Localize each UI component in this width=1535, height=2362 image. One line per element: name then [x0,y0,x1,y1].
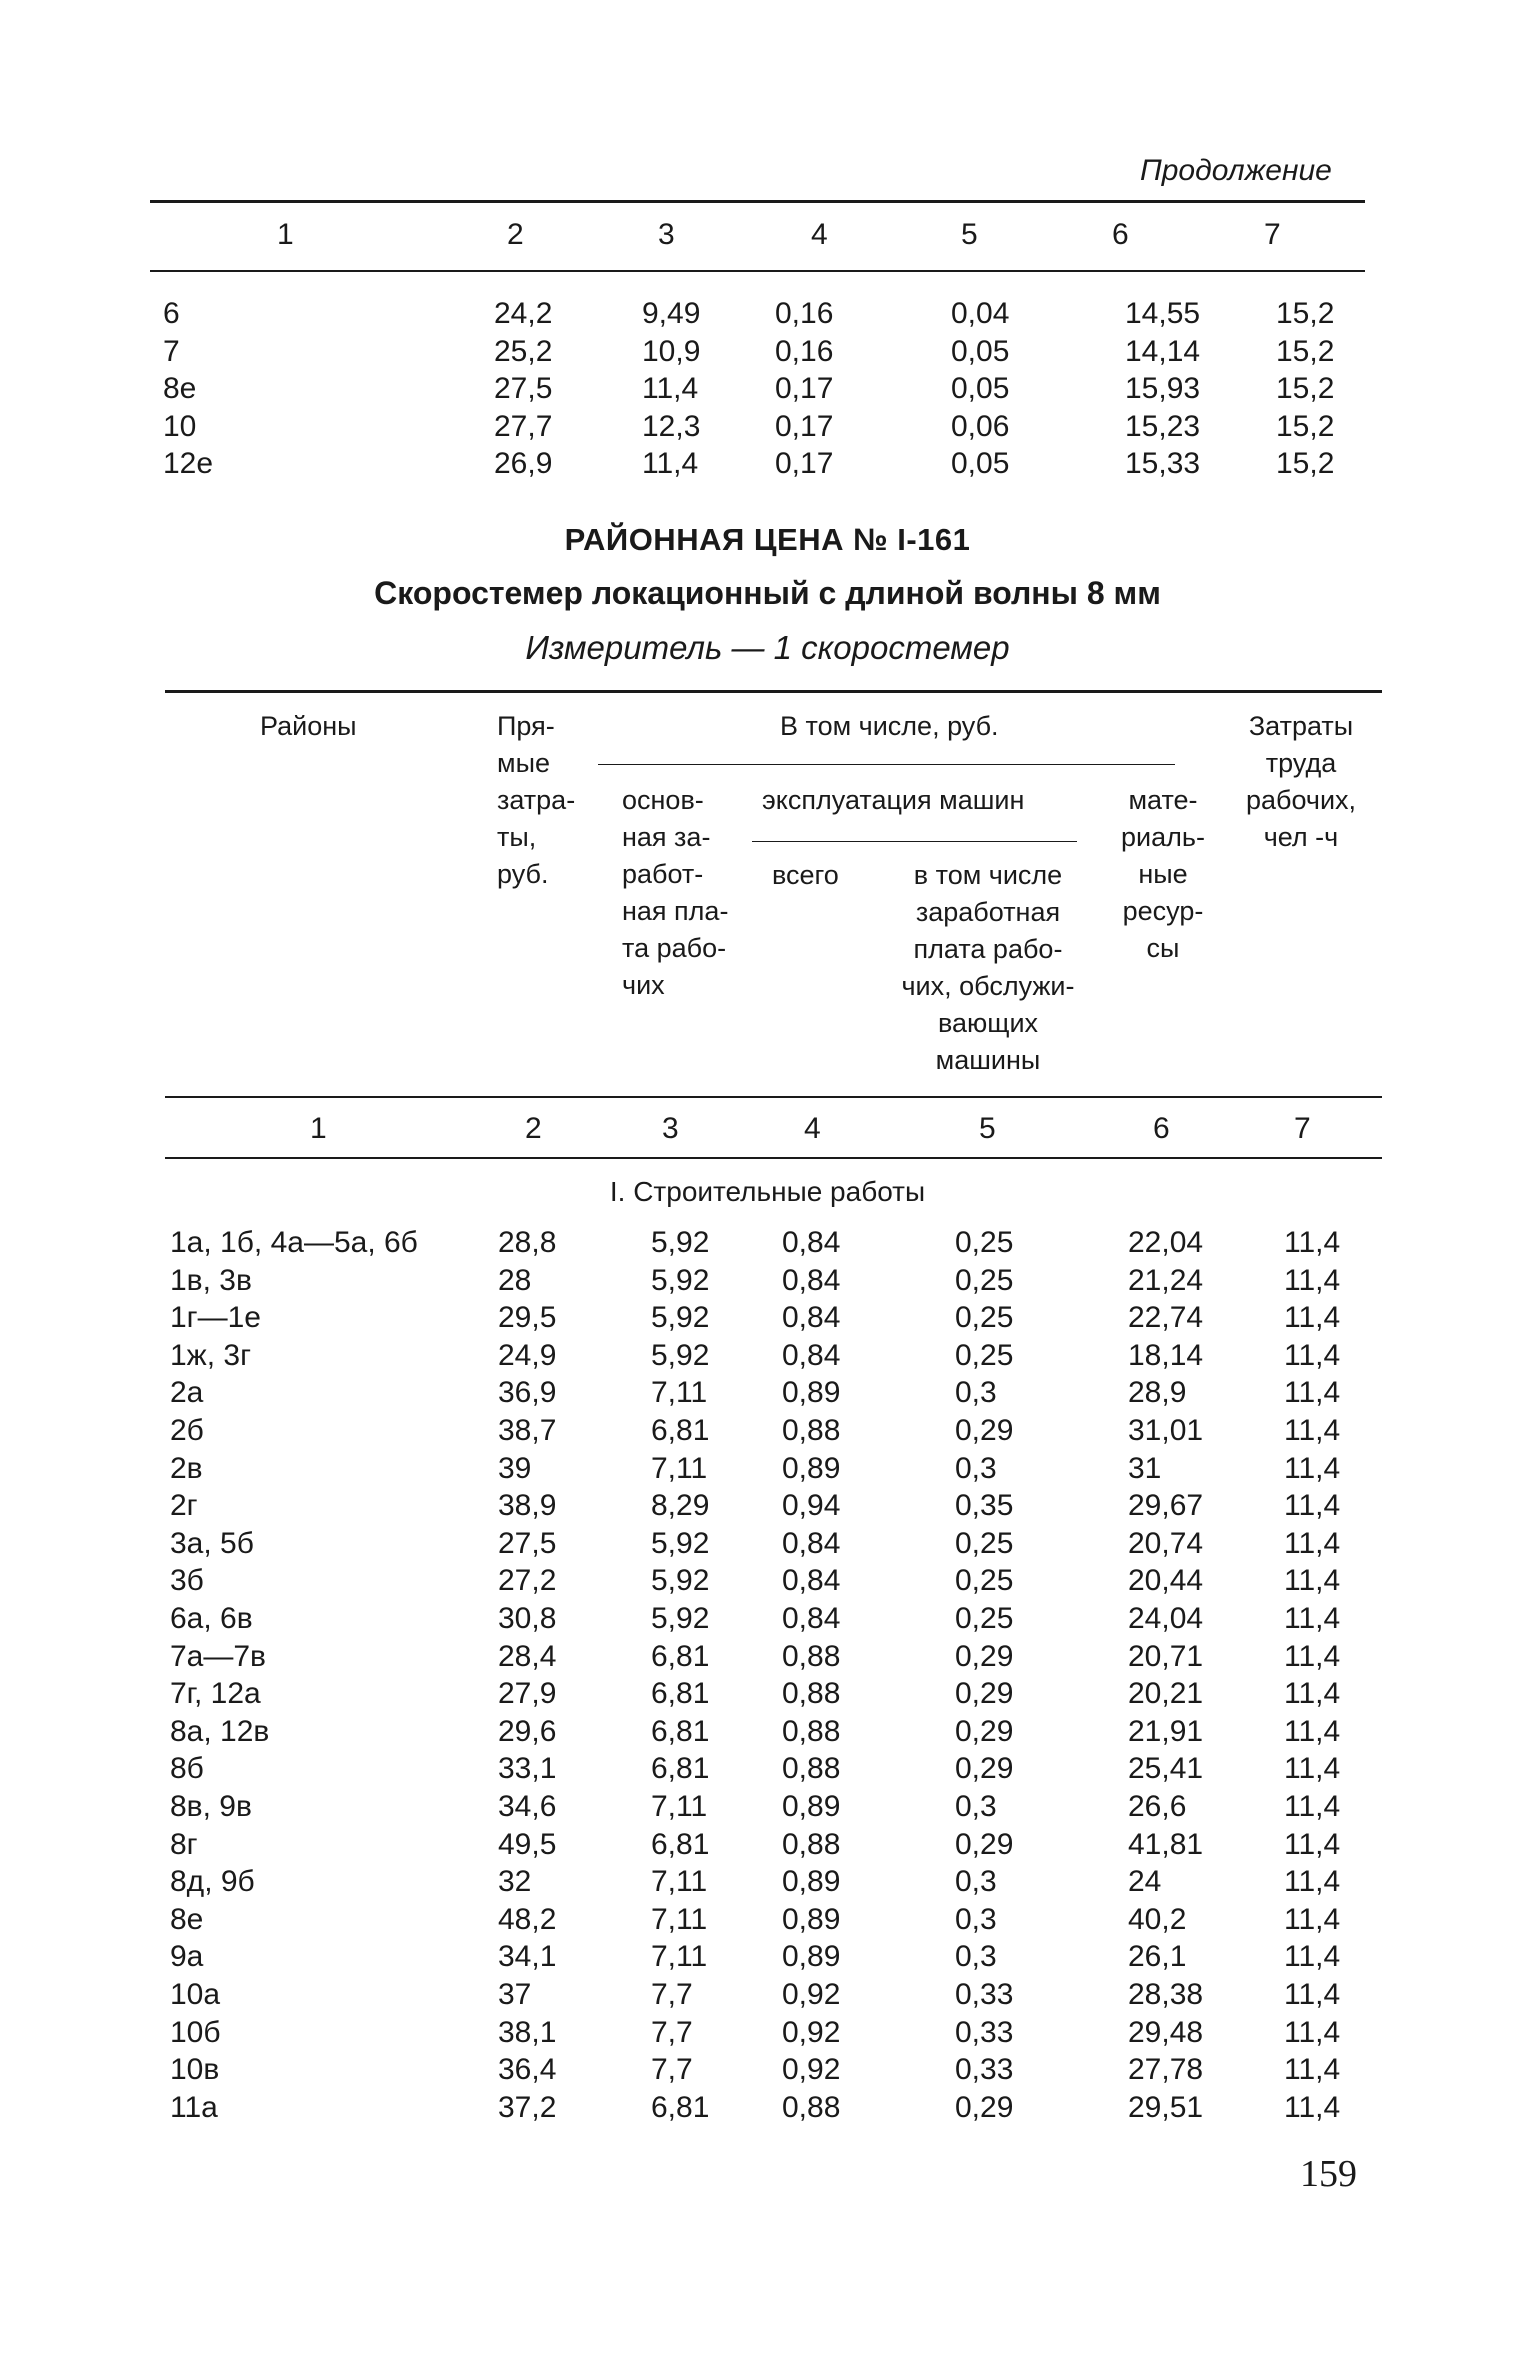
value-cell: 0,29 [955,1677,1014,1711]
section-title: I. Строительные работы [609,1176,926,1207]
hdr-direct-line: мые [497,748,550,778]
value-cell: 15,2 [1276,409,1335,443]
value-cell: 32 [498,1865,532,1899]
value-cell: 0,25 [955,1263,1014,1297]
value-cell: 0,25 [955,1602,1014,1635]
page-number: 159 [1300,2153,1357,2195]
table-row [0,447,1535,485]
value-cell: 0,84 [782,1526,841,1560]
value-cell: 20,21 [1128,1677,1204,1711]
value-cell: 7,7 [651,2015,693,2049]
column-number: 1 [310,1112,327,1145]
value-cell: 27,5 [498,1526,557,1560]
value-cell: 10,9 [642,334,701,368]
value-cell: 34,1 [498,1940,557,1974]
hdr-inclwage-line: в том числе [913,860,1063,890]
value-cell: 0,88 [782,2090,841,2124]
table-row [0,1602,1535,1640]
table-row [0,1677,1535,1715]
region-cell: 8в, 9в [170,1790,252,1823]
value-cell: 0,3 [955,1790,997,1823]
value-cell: 0,84 [782,1602,841,1635]
hdr-direct-line: затра- [497,785,576,815]
hdr-labor-line: Затраты [1248,711,1354,741]
product-name-title: Скоростемер локационный с длиной волны 8 мм [374,575,1161,611]
value-cell: 0,3 [955,1940,997,1974]
value-cell: 29,51 [1128,2090,1204,2124]
table-row [0,1715,1535,1753]
value-cell: 6,81 [651,1677,710,1711]
value-cell: 9,49 [642,297,701,330]
value-cell: 0,29 [955,1714,1014,1748]
value-cell: 15,2 [1276,334,1335,368]
region-cell: 7 [163,334,180,368]
value-cell: 0,29 [955,1414,1014,1447]
value-cell: 15,2 [1276,372,1335,405]
value-cell: 29,67 [1128,1489,1204,1523]
region-cell: 8а, 12в [170,1714,270,1748]
hdr-labor-line: рабочих, [1245,785,1357,815]
value-cell: 0,84 [782,1338,841,1372]
value-cell: 0,89 [782,1790,841,1823]
value-cell: 0,89 [782,1376,841,1410]
value-cell: 11,4 [1284,1902,1341,1936]
value-cell: 11,4 [1284,1714,1341,1748]
table-row [0,1489,1535,1527]
value-cell: 0,84 [782,1226,841,1259]
value-cell: 21,91 [1128,1714,1204,1748]
region-cell: 10 [163,409,197,443]
value-cell: 11,4 [642,372,699,405]
value-cell: 26,9 [494,447,553,480]
value-cell: 0,84 [782,1263,841,1297]
region-cell: 11а [170,2090,218,2124]
value-cell: 11,4 [1284,1978,1341,2011]
value-cell: 27,7 [494,409,553,443]
value-cell: 18,14 [1128,1338,1204,1372]
value-cell: 7,7 [651,2053,693,2087]
table2-header-bottom-rule [165,1096,1382,1098]
header-labor [1226,708,1376,856]
column-number: 7 [1264,218,1281,251]
value-cell: 11,4 [1284,1226,1341,1259]
value-cell: 37,2 [498,2090,557,2124]
value-cell: 11,4 [1284,1639,1341,1673]
table-row [0,1978,1535,2016]
table-row [0,1940,1535,1978]
value-cell: 25,2 [494,334,553,368]
value-cell: 0,25 [955,1564,1014,1598]
region-cell: 9а [170,1940,204,1974]
value-cell: 40,2 [1128,1902,1187,1936]
value-cell: 38,7 [498,1414,557,1447]
value-cell: 0,17 [775,372,834,405]
value-cell: 0,25 [955,1526,1014,1560]
region-cell: 8д, 9б [170,1865,255,1899]
region-cell: 1в, 3в [170,1263,252,1297]
value-cell: 48,2 [498,1902,557,1936]
value-cell: 11,4 [642,447,699,480]
value-cell: 0,92 [782,1978,841,2011]
region-cell: 2в [170,1451,203,1485]
value-cell: 0,17 [775,447,834,480]
value-cell: 0,33 [955,1978,1014,2011]
hdr-materials-line: риаль- [1121,822,1205,852]
value-cell: 28,9 [1128,1376,1187,1410]
table-row [0,1376,1535,1414]
value-cell: 20,74 [1128,1526,1204,1560]
value-cell: 0,88 [782,1677,841,1711]
table-row [0,1828,1535,1866]
value-cell: 20,71 [1128,1639,1204,1673]
value-cell: 0,88 [782,1639,841,1673]
value-cell: 11,4 [1284,1451,1341,1485]
column-number: 5 [979,1112,996,1145]
header-machine-operation: эксплуатация машин [762,785,1025,815]
table-row [0,1339,1535,1377]
value-cell: 5,92 [651,1263,710,1297]
value-cell: 14,14 [1125,334,1201,368]
value-cell: 0,88 [782,1414,841,1447]
header-direct-costs [497,708,575,893]
table-row [0,1790,1535,1828]
including-rule [598,764,1175,765]
value-cell: 0,25 [955,1338,1014,1372]
column-number: 4 [804,1112,821,1145]
region-cell: 8е [163,372,197,405]
value-cell: 11,4 [1284,1263,1341,1297]
value-cell: 0,89 [782,1940,841,1974]
hdr-inclwage-line: машины [935,1045,1041,1075]
value-cell: 6,81 [651,1752,710,1786]
value-cell: 11,4 [1284,1301,1341,1335]
value-cell: 0,3 [955,1451,997,1485]
value-cell: 0,29 [955,1827,1014,1861]
region-cell: 12е [163,447,214,480]
value-cell: 15,93 [1125,372,1201,405]
value-cell: 7,11 [651,1902,708,1936]
value-cell: 15,23 [1125,409,1201,443]
hdr-materials-line: мате- [1128,785,1198,815]
value-cell: 6,81 [651,1827,710,1861]
value-cell: 0,25 [955,1226,1014,1259]
column-number: 2 [507,218,524,251]
header-total: всего [772,860,839,890]
value-cell: 37 [498,1978,532,2011]
value-cell: 0,35 [955,1489,1014,1523]
hdr-materials-line: ресур- [1122,896,1204,926]
machine-rule [752,841,1077,842]
header-materials [1108,782,1218,967]
value-cell: 0,94 [782,1489,841,1523]
region-cell: 7г, 12а [170,1677,261,1711]
value-cell: 11,4 [1284,1602,1341,1635]
value-cell: 29,48 [1128,2015,1204,2049]
region-cell: 3а, 5б [170,1526,254,1560]
value-cell: 27,9 [498,1677,557,1711]
hdr-direct-line: ты, [497,822,537,852]
value-cell: 0,05 [951,447,1010,480]
value-cell: 11,4 [1284,1489,1341,1523]
value-cell: 7,11 [651,1790,708,1823]
value-cell: 30,8 [498,1602,557,1635]
table-row [0,1264,1535,1302]
value-cell: 11,4 [1284,2053,1341,2087]
hdr-direct-line: Пря- [497,711,555,741]
value-cell: 7,11 [651,1940,708,1974]
hdr-basic-line: ная пла- [622,896,729,926]
value-cell: 11,4 [1284,1564,1341,1598]
value-cell: 28,8 [498,1226,557,1259]
column-number: 4 [811,218,828,251]
table-row [0,1226,1535,1264]
value-cell: 6,81 [651,1714,710,1748]
table-row [0,1527,1535,1565]
value-cell: 29,5 [498,1301,557,1335]
hdr-direct-line: руб. [497,859,549,889]
value-cell: 11,4 [1284,1940,1341,1974]
hdr-basic-line: ная за- [622,822,711,852]
value-cell: 0,88 [782,1827,841,1861]
table-row [0,335,1535,373]
region-cell: 8е [170,1902,204,1936]
header-including-wage [872,857,1104,1079]
value-cell: 0,29 [955,1639,1014,1673]
value-cell: 41,81 [1128,1827,1204,1861]
table-row [0,1564,1535,1602]
region-cell: 10а [170,1978,221,2011]
value-cell: 15,2 [1276,447,1335,480]
value-cell: 11,4 [1284,2015,1341,2049]
table-row [0,1752,1535,1790]
value-cell: 0,16 [775,334,834,368]
value-cell: 6,81 [651,2090,710,2124]
table-row [0,1452,1535,1490]
table1-header-rule [150,270,1365,272]
table-row [0,1301,1535,1339]
table-row [0,372,1535,410]
hdr-inclwage-line: плата рабо- [913,934,1063,964]
value-cell: 31,01 [1128,1414,1204,1447]
value-cell: 0,92 [782,2053,841,2087]
value-cell: 24,9 [498,1338,557,1372]
value-cell: 11,4 [1284,1414,1341,1447]
header-regions: Районы [260,711,357,741]
value-cell: 0,89 [782,1865,841,1899]
value-cell: 28 [498,1263,532,1297]
table-row [0,1903,1535,1941]
value-cell: 0,33 [955,2053,1014,2087]
value-cell: 0,05 [951,372,1010,405]
value-cell: 0,92 [782,2015,841,2049]
hdr-inclwage-line: чих, обслужи- [901,971,1075,1001]
value-cell: 24,2 [494,297,553,330]
region-cell: 6 [163,297,180,330]
value-cell: 0,3 [955,1902,997,1936]
value-cell: 0,84 [782,1301,841,1335]
value-cell: 7,11 [651,1376,708,1410]
value-cell: 15,2 [1276,297,1335,330]
value-cell: 31 [1128,1451,1162,1485]
value-cell: 0,29 [955,1752,1014,1786]
value-cell: 8,29 [651,1489,710,1523]
value-cell: 5,92 [651,1564,710,1598]
region-cell: 10в [170,2053,220,2087]
value-cell: 25,41 [1128,1752,1204,1786]
region-cell: 7а—7в [170,1639,266,1673]
value-cell: 15,33 [1125,447,1201,480]
value-cell: 34,6 [498,1790,557,1823]
value-cell: 0,89 [782,1451,841,1485]
value-cell: 11,4 [1284,1865,1341,1899]
value-cell: 6,81 [651,1639,710,1673]
value-cell: 26,1 [1128,1940,1187,1974]
hdr-basic-line: чих [622,970,665,1000]
value-cell: 27,78 [1128,2053,1204,2087]
value-cell: 38,1 [498,2015,557,2049]
hdr-materials-line: сы [1146,933,1180,963]
hdr-inclwage-line: заработная [915,897,1061,927]
table2-colnum-rule [165,1157,1382,1159]
table-row [0,2053,1535,2091]
value-cell: 0,84 [782,1564,841,1598]
value-cell: 14,55 [1125,297,1201,330]
region-cell: 2б [170,1414,204,1447]
value-cell: 7,11 [651,1865,708,1899]
value-cell: 0,29 [955,2090,1014,2124]
value-cell: 27,5 [494,372,553,405]
region-cell: 8б [170,1752,204,1786]
value-cell: 0,3 [955,1865,997,1899]
value-cell: 0,16 [775,297,834,330]
value-cell: 22,74 [1128,1301,1204,1335]
value-cell: 0,25 [955,1301,1014,1335]
header-basic-wage [622,782,728,1004]
region-cell: 6а, 6в [170,1602,253,1635]
value-cell: 0,3 [955,1376,997,1410]
value-cell: 36,4 [498,2053,557,2087]
column-number: 7 [1294,1112,1311,1145]
table-row [0,2091,1535,2129]
value-cell: 6,81 [651,1414,710,1447]
region-cell: 10б [170,2015,221,2049]
table-row [0,1865,1535,1903]
value-cell: 39 [498,1451,532,1485]
hdr-labor-line: чел -ч [1263,822,1339,852]
value-cell: 7,11 [651,1451,708,1485]
column-number: 2 [525,1112,542,1145]
value-cell: 7,7 [651,1978,693,2011]
value-cell: 0,06 [951,409,1010,443]
value-cell: 29,6 [498,1714,557,1748]
region-cell: 2г [170,1489,198,1523]
value-cell: 12,3 [642,409,701,443]
hdr-inclwage-line: вающих [937,1008,1039,1038]
value-cell: 0,17 [775,409,834,443]
table-row [0,410,1535,448]
value-cell: 11,4 [1284,1827,1341,1861]
value-cell: 5,92 [651,1526,710,1560]
value-cell: 5,92 [651,1301,710,1335]
value-cell: 0,88 [782,1752,841,1786]
value-cell: 11,4 [1284,1376,1341,1410]
value-cell: 20,44 [1128,1564,1204,1598]
region-cell: 8г [170,1827,198,1861]
column-number: 3 [658,218,675,251]
hdr-basic-line: работ- [622,859,704,889]
value-cell: 0,04 [951,297,1010,330]
column-number: 6 [1153,1112,1170,1145]
meter-subtitle: Измеритель — 1 скоростемер [525,629,1010,666]
value-cell: 11,4 [1284,1338,1341,1372]
table2-top-rule [165,690,1382,693]
column-number: 5 [961,218,978,251]
value-cell: 49,5 [498,1827,557,1861]
table-row [0,297,1535,335]
value-cell: 28,4 [498,1639,557,1673]
column-number: 3 [662,1112,679,1145]
value-cell: 27,2 [498,1564,557,1598]
value-cell: 38,9 [498,1489,557,1523]
continuation-label: Продолжение [1140,154,1332,187]
value-cell: 11,4 [1284,1752,1341,1786]
value-cell: 11,4 [1284,2090,1341,2124]
value-cell: 24 [1128,1865,1162,1899]
header-including: В том числе, руб. [780,711,999,741]
table-row [0,1640,1535,1678]
value-cell: 24,04 [1128,1602,1204,1635]
value-cell: 36,9 [498,1376,557,1410]
value-cell: 0,89 [782,1902,841,1936]
value-cell: 0,05 [951,334,1010,368]
value-cell: 5,92 [651,1338,710,1372]
value-cell: 11,4 [1284,1790,1341,1823]
value-cell: 26,6 [1128,1790,1187,1823]
hdr-basic-line: основ- [622,785,704,815]
region-cell: 1г—1е [170,1301,261,1335]
region-cell: 1а, 1б, 4а—5а, 6б [170,1226,418,1259]
value-cell: 22,04 [1128,1226,1204,1259]
region-cell: 1ж, 3г [170,1338,252,1372]
value-cell: 21,24 [1128,1263,1204,1297]
value-cell: 0,88 [782,1714,841,1748]
value-cell: 0,33 [955,2015,1014,2049]
value-cell: 33,1 [498,1752,557,1786]
hdr-materials-line: ные [1138,859,1188,889]
column-number: 6 [1112,218,1129,251]
value-cell: 11,4 [1284,1526,1341,1560]
price-number-title: РАЙОННАЯ ЦЕНА № I-161 [564,522,971,557]
table1-top-rule [150,200,1365,203]
value-cell: 5,92 [651,1602,710,1635]
value-cell: 28,38 [1128,1978,1204,2011]
table-row [0,2016,1535,2054]
value-cell: 5,92 [651,1226,710,1259]
region-cell: 3б [170,1564,204,1598]
hdr-basic-line: та рабо- [622,933,727,963]
table-row [0,1414,1535,1452]
region-cell: 2а [170,1376,204,1410]
value-cell: 11,4 [1284,1677,1341,1711]
column-number: 1 [277,218,294,251]
hdr-labor-line: труда [1265,748,1337,778]
